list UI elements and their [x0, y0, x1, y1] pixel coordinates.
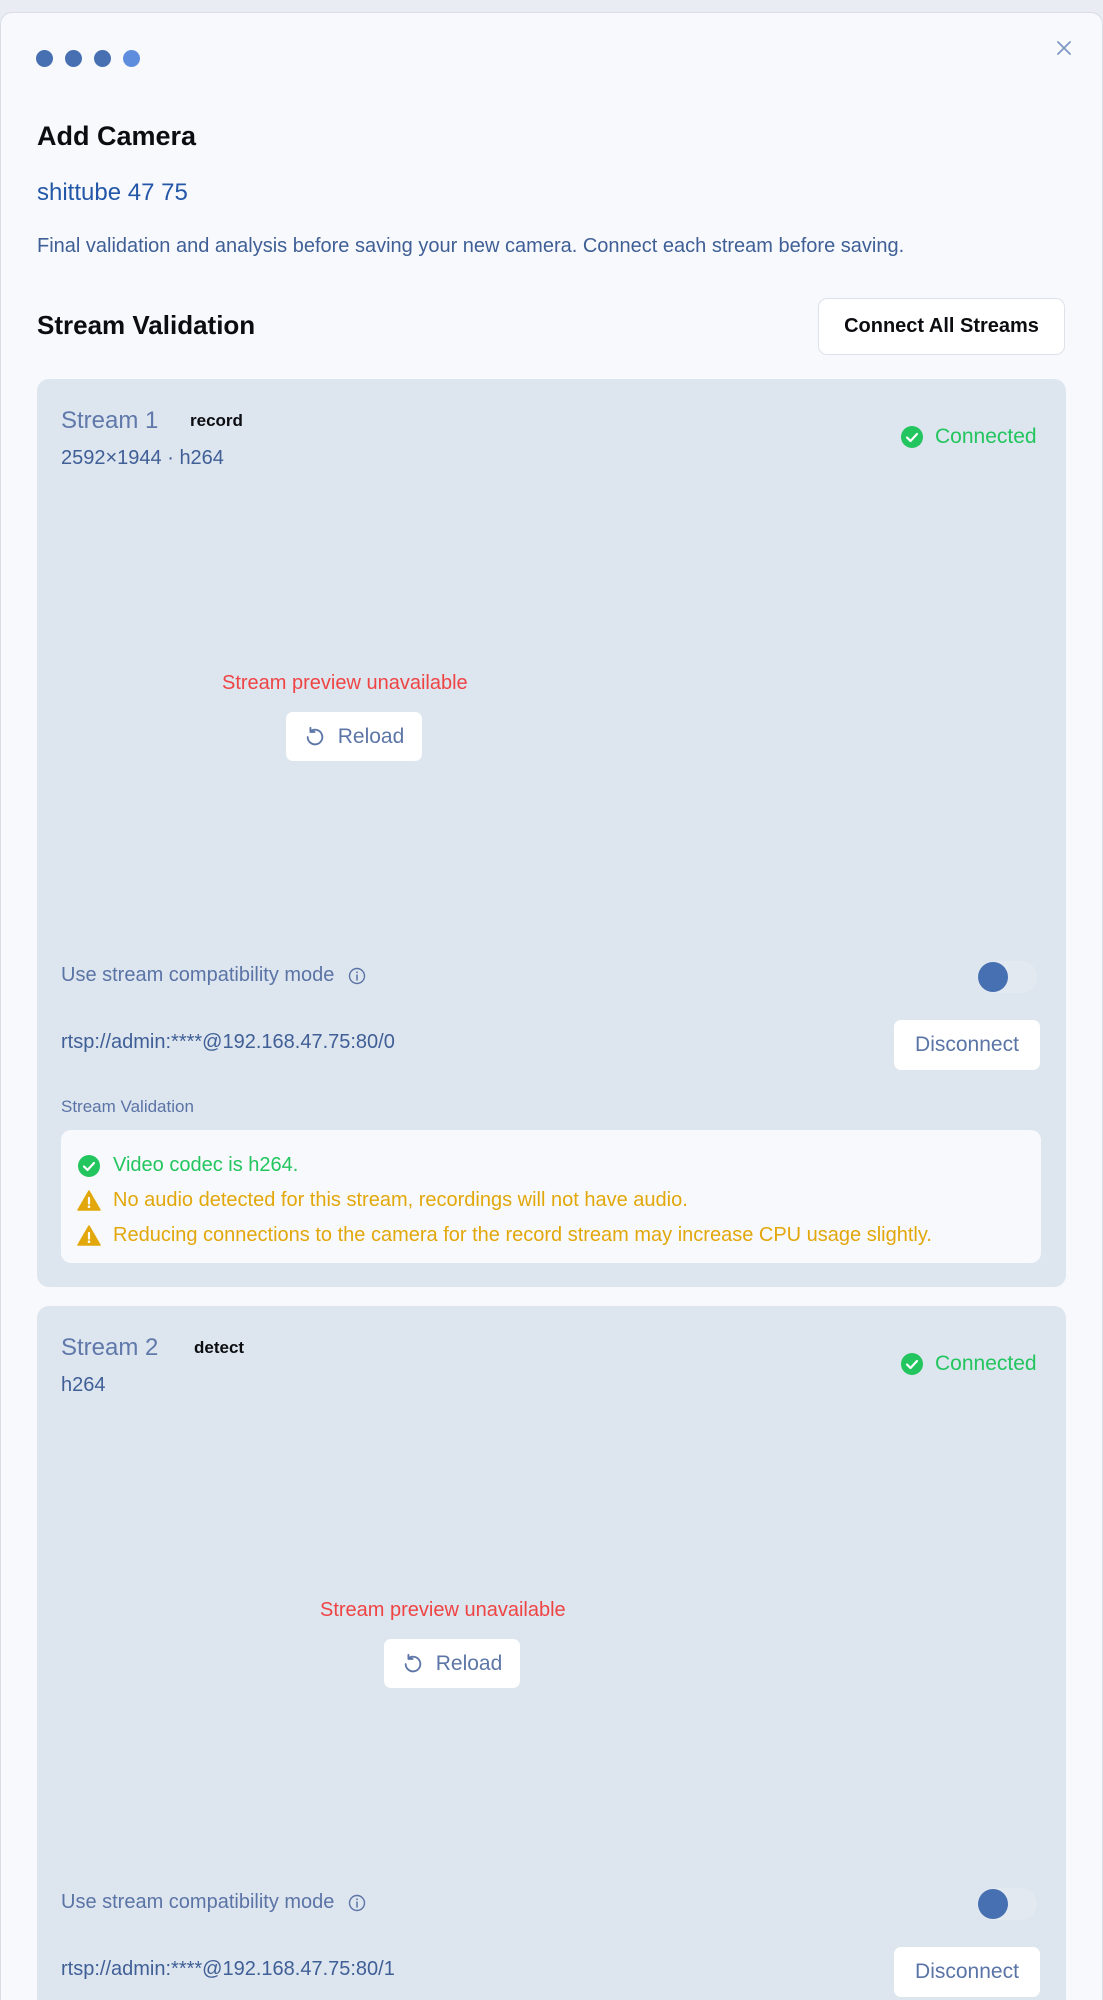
disconnect-button[interactable]: Disconnect — [894, 1020, 1040, 1070]
reload-label: Reload — [435, 1651, 503, 1675]
compatibility-mode-label: Use stream compatibility mode — [61, 1891, 335, 1913]
stream-url: rtsp://admin:****@192.168.47.75:80/0 — [61, 1031, 395, 1053]
reload-icon — [304, 726, 326, 748]
toggle-knob — [978, 962, 1008, 992]
stream-role-badge: record — [190, 411, 243, 430]
camera-name: shittube 47 75 — [37, 179, 188, 206]
dialog-description: Final validation and analysis before saving your new camera. Connect each stream before saving. — [37, 235, 905, 257]
check-circle-icon — [900, 1352, 924, 1376]
warning-triangle-icon — [77, 1224, 101, 1248]
stream-validation-box — [61, 1130, 1041, 1263]
info-icon[interactable] — [348, 967, 366, 985]
compatibility-mode-toggle[interactable] — [977, 1888, 1037, 1920]
reload-button[interactable] — [384, 1639, 520, 1688]
stream-name: Stream 2 — [61, 1334, 159, 1361]
step-dot-4-current — [123, 50, 140, 67]
stream-name: Stream 1 — [61, 407, 159, 434]
step-indicator — [36, 50, 140, 67]
stream-url: rtsp://admin:****@192.168.47.75:80/1 — [61, 1958, 395, 1980]
preview-unavailable-message: Stream preview unavailable — [222, 672, 468, 694]
validation-message-text: No audio detected for this stream, recordings will not have audio. — [113, 1189, 688, 1211]
add-camera-dialog — [0, 12, 1103, 2000]
compatibility-mode-toggle[interactable] — [977, 961, 1037, 993]
stream-meta: h264 — [61, 1374, 106, 1396]
validation-message — [77, 1148, 1025, 1183]
validation-message — [77, 1183, 1025, 1218]
check-circle-icon — [77, 1154, 101, 1178]
validation-message-text: Video codec is h264. — [113, 1154, 299, 1176]
compatibility-mode-label: Use stream compatibility mode — [61, 964, 335, 986]
reload-label: Reload — [337, 724, 405, 748]
stream-meta: 2592×1944 · h264 — [61, 447, 224, 469]
toggle-knob — [978, 1889, 1008, 1919]
close-icon — [1056, 40, 1072, 56]
reload-icon — [402, 1653, 424, 1675]
status-label: Connected — [935, 1352, 1037, 1375]
stream-card-2 — [37, 1306, 1066, 2000]
validation-message — [77, 1218, 1025, 1253]
connect-all-streams-button[interactable]: Connect All Streams — [818, 298, 1065, 355]
info-icon[interactable] — [348, 1894, 366, 1912]
connection-status — [900, 1352, 1037, 1376]
stream-role-badge: detect — [194, 1338, 245, 1357]
step-dot-2 — [65, 50, 82, 67]
compatibility-mode-row — [61, 1891, 366, 1914]
disconnect-button[interactable]: Disconnect — [894, 1947, 1040, 1997]
dialog-title: Add Camera — [37, 121, 197, 151]
stream-validation-label: Stream Validation — [61, 1097, 194, 1116]
connection-status — [900, 425, 1037, 449]
stream-card-1 — [37, 379, 1066, 1287]
preview-unavailable-message: Stream preview unavailable — [320, 1599, 566, 1621]
compatibility-mode-row — [61, 964, 366, 987]
section-title: Stream Validation — [37, 310, 256, 340]
validation-message-text: Reducing connections to the camera for the record stream may increase CPU usage slightly. — [113, 1224, 932, 1246]
reload-button[interactable] — [286, 712, 422, 761]
status-label: Connected — [935, 425, 1037, 448]
close-button[interactable] — [1053, 37, 1075, 59]
step-dot-3 — [94, 50, 111, 67]
check-circle-icon — [900, 425, 924, 449]
warning-triangle-icon — [77, 1189, 101, 1213]
step-dot-1 — [36, 50, 53, 67]
